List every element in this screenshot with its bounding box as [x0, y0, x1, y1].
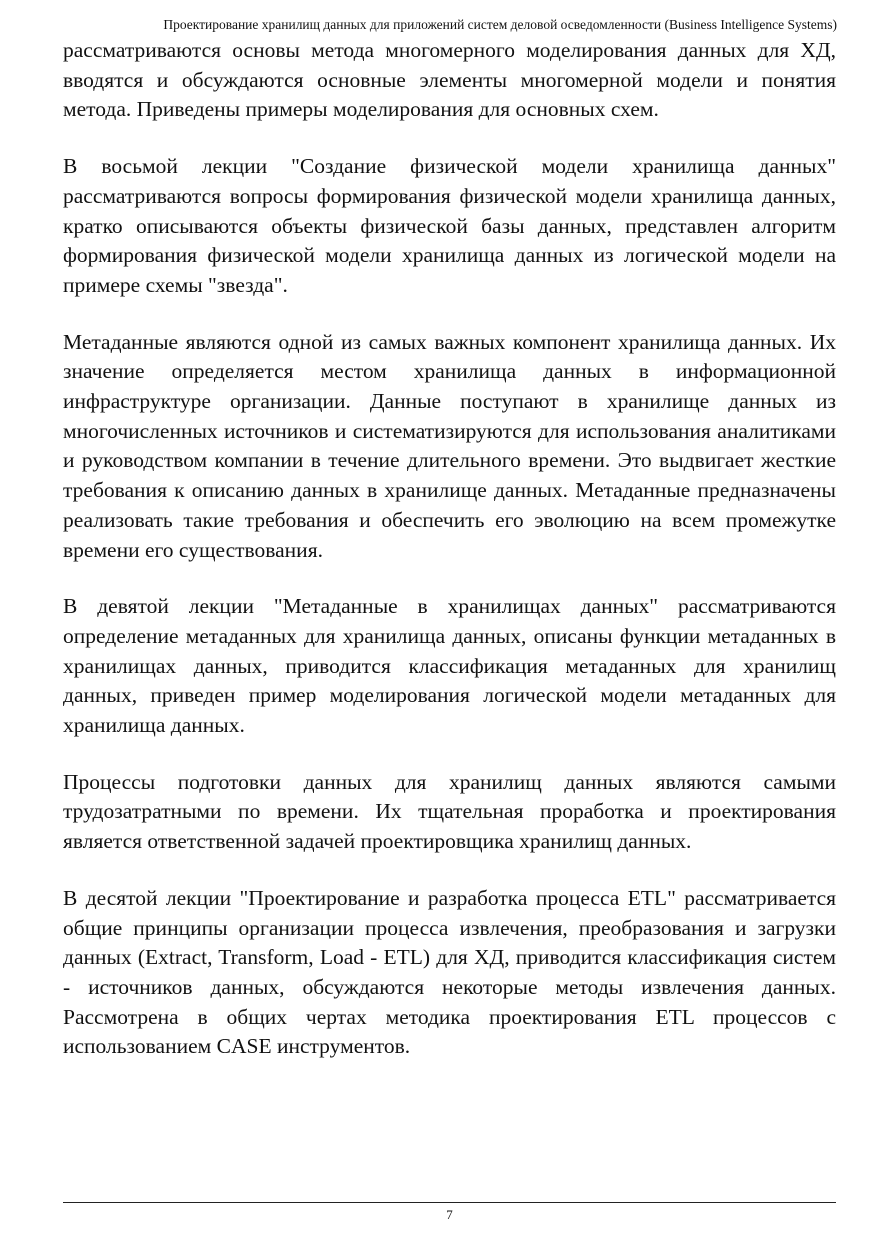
body-text [63, 36, 836, 1062]
paragraph-metadata-intro: Метаданные являются одной из самых важных компонент хранилища данных. Их значение определяется местом хранилища данных в информационной инфраструктуре организации. Данные поступают в хранилище данных из многочисленных источников и систематизируются для использования аналитиками и руководством компании в течение длительного времени. Это выдвигает жесткие требования к описанию данных в хранилище данных. Метаданные предназначены реализовать такие требования и обеспечить его эволюцию на всем промежутке времени его существования. [63, 329, 836, 562]
footer-divider [63, 1202, 836, 1203]
paragraph-lecture-8: В восьмой лекции "Создание физической модели хранилища данных" рассматриваются вопросы формирования физической модели хранилища данных, кратко описываются объекты физической базы данных, представлен алгоритм формирования физической модели хранилища данных из логической модели на примере схемы "звезда". [63, 154, 836, 297]
page-number: 7 [446, 1207, 453, 1222]
paragraph-lecture-9: В девятой лекции "Метаданные в хранилищах данных" рассматриваются определение метаданных для хранилища данных, описаны функции метаданных в хранилищах данных, приводится классификация метаданных для хранилищ данных, приведен пример моделирования логической модели метаданных для хранилища данных. [63, 594, 836, 738]
paragraph-lecture-10: В десятой лекции "Проектирование и разработка процесса ETL" рассматривается общие принципы организации процесса извлечения, преобразования и загрузки данных (Extract, Transform, Load - ETL) для ХД, приводится классификация систем - источников данных, обсуждаются некоторые методы извлечения данных. Рассмотрена в общих чертах методика проектирования ETL процессов с использованием CASE инструментов. [63, 885, 836, 1059]
running-header: Проектирование хранилищ данных для приложений систем деловой осведомленности (Business Intelligence Systems) [163, 17, 837, 32]
paragraph-multidimensional-modeling: рассматриваются основы метода многомерного моделирования данных для ХД, вводятся и обсуждаются основные элементы многомерной модели и понятия метода. Приведены примеры моделирования для основных схем. [63, 38, 836, 122]
paragraph-data-preparation: Процессы подготовки данных для хранилищ данных являются самыми трудозатратными по времени. Их тщательная проработка и проектирования является ответственной задачей проектировщика хранилищ данных. [63, 769, 836, 854]
